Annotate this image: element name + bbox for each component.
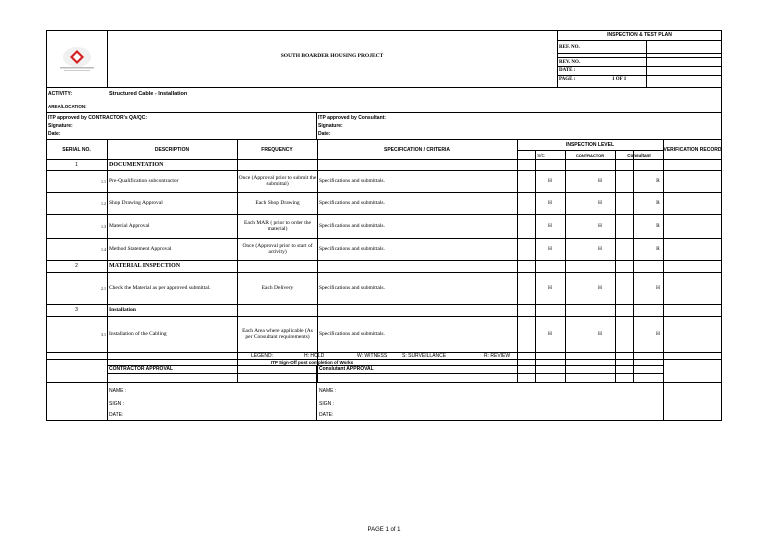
section-serial: 3 bbox=[75, 307, 78, 313]
contractor-name-field[interactable]: NAME : bbox=[109, 387, 127, 394]
item-frequency: Once (Approval prior to start of activity) bbox=[242, 242, 313, 255]
contractor-approval-title: ITP approved by CONTRACTOR's QA/QC: bbox=[48, 114, 148, 121]
item-no: 2.1 bbox=[101, 285, 106, 291]
page-label: PAGE : bbox=[559, 76, 576, 82]
contractor-signoff-title: CONTRACTOR APPROVAL bbox=[109, 366, 174, 372]
item-sc-level: H bbox=[548, 178, 552, 184]
contractor-date-label: Date: bbox=[48, 130, 61, 137]
item-no: 1.3 bbox=[101, 223, 106, 229]
contractor-signature-label: Signature: bbox=[48, 122, 73, 129]
rev-no-label: REV. NO. bbox=[559, 59, 581, 65]
consultant-date-field[interactable]: DATE: bbox=[319, 411, 334, 418]
item-contractor-level: H bbox=[598, 285, 602, 291]
activity-label: ACTIVITY: bbox=[48, 90, 73, 97]
signoff-title: ITP Sign-Off post completion of Works bbox=[270, 359, 354, 365]
item-sc-level: H bbox=[548, 200, 552, 206]
item-consultant-level: H bbox=[656, 285, 660, 291]
item-sc-level: H bbox=[548, 223, 552, 229]
item-contractor-level: H bbox=[598, 246, 602, 252]
item-frequency: Each Area where applicable (As per Consultant requirements) bbox=[242, 327, 313, 340]
item-description: Method Statement Approval bbox=[109, 246, 172, 252]
section-title: DOCUMENTATION bbox=[109, 161, 164, 168]
item-consultant-level: R bbox=[656, 223, 660, 229]
company-logo-icon bbox=[50, 44, 104, 74]
item-spec: Specifications and submittals. bbox=[319, 285, 385, 291]
page-footer: PAGE 1 of 1 bbox=[367, 527, 401, 533]
item-no: 1.1 bbox=[101, 178, 106, 184]
col-contractor: CONTRACTOR bbox=[575, 152, 605, 158]
consultant-signature-label: Signature: bbox=[318, 122, 343, 129]
area-location-label: AREA/LOCATION: bbox=[48, 103, 87, 109]
item-spec: Specifications and submittals. bbox=[319, 246, 385, 252]
project-name: SOUTH BOARDER HOUSING PROJECT bbox=[280, 53, 384, 59]
item-consultant-level: H bbox=[656, 331, 660, 337]
col-sc: S/C bbox=[537, 152, 545, 158]
item-frequency: Each Delivery bbox=[261, 285, 294, 291]
item-description: Shop Drawing Approval bbox=[109, 200, 163, 206]
consultant-approval-title: ITP approved by Consultant: bbox=[318, 114, 386, 121]
ref-no-label: REF. NO. bbox=[559, 44, 580, 50]
item-no: 1.4 bbox=[101, 246, 106, 252]
item-description: Material Approval bbox=[109, 223, 150, 229]
contractor-date-field[interactable]: DATE: bbox=[109, 411, 124, 418]
plan-title: INSPECTION & TEST PLAN bbox=[607, 32, 672, 38]
col-verification-record: VERIFICATION RECORD bbox=[663, 146, 722, 153]
item-spec: Specifications and submittals. bbox=[319, 200, 385, 206]
contractor-sign-field[interactable]: SIGN : bbox=[109, 400, 125, 407]
legend-hold: H: HOLD bbox=[304, 352, 325, 359]
item-spec: Specifications and submittals. bbox=[319, 178, 385, 184]
section-title: Installation bbox=[109, 307, 136, 313]
item-contractor-level: H bbox=[598, 200, 602, 206]
item-contractor-level: H bbox=[598, 223, 602, 229]
item-sc-level: H bbox=[548, 285, 552, 291]
consultant-date-label: Date: bbox=[318, 130, 331, 137]
item-frequency: Each Shop Drawing bbox=[255, 199, 300, 206]
item-description: Pre-Qualification subcontractor bbox=[109, 178, 179, 184]
col-inspection-level: INSPECTION LEVEL bbox=[565, 141, 615, 148]
item-description: Check the Material as per approved submittal. bbox=[109, 284, 211, 291]
item-consultant-level: R bbox=[656, 178, 660, 184]
consultant-signoff-title: Conslutant APPROVAL bbox=[319, 366, 374, 372]
consultant-name-field[interactable]: NAME : bbox=[319, 387, 337, 394]
legend-review: R: REVIEW bbox=[484, 352, 511, 359]
section-serial: 2 bbox=[75, 263, 78, 269]
item-description: Installation of the Cabling bbox=[109, 331, 167, 337]
item-contractor-level: H bbox=[598, 331, 602, 337]
item-frequency: Once (Approval prior to submit the submittal) bbox=[238, 174, 317, 187]
item-spec: Specifications and submittals. bbox=[319, 223, 385, 229]
item-frequency: Each MAR ( prior to order the material) bbox=[244, 219, 311, 232]
item-sc-level: H bbox=[548, 246, 552, 252]
col-consultant: Consultant bbox=[627, 152, 651, 158]
consultant-sign-field[interactable]: SIGN : bbox=[319, 400, 335, 407]
col-spec-criteria: SPECIFICATION / CRITERIA bbox=[383, 146, 451, 153]
item-sc-level: H bbox=[548, 331, 552, 337]
item-consultant-level: R bbox=[656, 200, 660, 206]
item-contractor-level: H bbox=[598, 178, 602, 184]
legend-surveillance: S: SURVEILLANCE bbox=[402, 352, 447, 359]
date-label: DATE : bbox=[559, 68, 576, 73]
col-frequency: FREQUENCY bbox=[261, 146, 293, 153]
legend-label: LEGEND: bbox=[251, 352, 273, 359]
item-no: 3.1 bbox=[101, 331, 106, 337]
page-value: 1 OF 1 bbox=[612, 76, 627, 82]
col-serial-no: SERIAL NO. bbox=[62, 146, 91, 153]
item-spec: Specifications and submittals. bbox=[319, 331, 385, 337]
section-title: MATERIAL INSPECTION bbox=[109, 263, 181, 269]
legend-witness: W: WITNESS bbox=[357, 352, 388, 359]
section-serial: 1 bbox=[75, 161, 78, 168]
item-consultant-level: R bbox=[656, 246, 660, 252]
item-no: 1.2 bbox=[101, 200, 106, 206]
col-description: DESCRIPTION bbox=[154, 146, 190, 153]
activity-value: Structured Cable - Installation bbox=[109, 90, 188, 97]
